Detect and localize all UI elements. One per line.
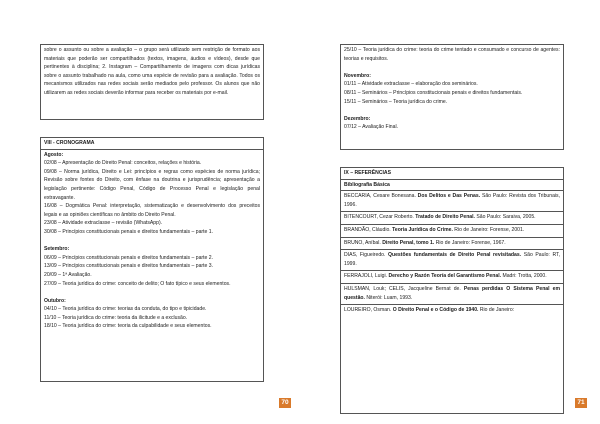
month-heading: Dezembro:	[344, 115, 371, 122]
reference-author: BRANDÃO, Cláudio.	[344, 226, 393, 233]
references-title: IX – REFERÊNCIAS	[341, 168, 563, 180]
reference-entry	[341, 271, 563, 284]
reference-publication: São Paulo: RT, 1999.	[344, 252, 560, 267]
reference-publication: Madri: Trotta, 2000.	[501, 273, 547, 280]
schedule-entry: 13/09 – Princípios constitucionais penais e direitos fundamentais – parte 3.	[44, 263, 214, 270]
schedule-entry: 04/10 – Teoria jurídica do crime: teorias da conduta, do tipo e tipicidade.	[44, 306, 207, 313]
schedule-entry: 18/10 – Teoria jurídica do crime: teoria da culpabilidade e seus elementos.	[44, 323, 212, 330]
reference-entry	[341, 238, 563, 251]
schedule-entry: 23/08 – Atividade extraclasse – revisão (WhatsApp).	[44, 220, 163, 227]
schedule-entry: 30/08 – Princípios constitucionais penais e direitos fundamentais – parte 1.	[44, 228, 214, 235]
reference-title: Teoria Jurídica do Crime.	[392, 226, 453, 233]
month-heading: Setembro:	[44, 246, 70, 253]
reference-title: Direito Penal, tomo 1.	[382, 239, 435, 246]
right-page	[300, 0, 600, 424]
reference-entry	[341, 250, 563, 271]
reference-publication: Rio de Janeiro:	[478, 307, 515, 314]
page-number-left: 70	[279, 398, 291, 408]
spacer	[44, 237, 260, 246]
schedule-entry: 16/08 – Dogmática Penal: interpretação, sistematização e desenvolvimento dos preceitos legais e as opiniões científicas no âmbito do Direito Penal.	[44, 203, 260, 218]
month-heading: Agosto:	[44, 151, 64, 158]
schedule-list	[41, 150, 263, 332]
spacer	[344, 106, 560, 115]
schedule-cont-list	[341, 45, 563, 133]
intro-box	[40, 44, 264, 120]
reference-author: HULSMAN, Louk; CELIS, Jacqueline Bernat de.	[344, 285, 464, 292]
schedule-entry: 11/10 – Teoria jurídica do crime: teoria da ilicitude e a exclusão.	[44, 314, 188, 321]
page-number-right: 71	[575, 398, 587, 408]
schedule-entry: 20/09 – 1ª Avaliação.	[44, 271, 92, 278]
schedule-entry: 15/11 – Seminários – Teoria jurídica do crime.	[344, 98, 448, 105]
schedule-entry: 25/10 – Teoria jurídica do crime: teoria do crime tentado e consumado e concurso de agentes: teorias e requisitos.	[344, 47, 560, 62]
schedule-entry: 07/12 – Avaliação Final.	[344, 124, 398, 131]
schedule-entry: 27/09 – Teoria jurídica do crime: conceito de delito; O fato típico e seus elementos.	[44, 280, 231, 287]
reference-author: BRUNO, Aníbal.	[344, 239, 383, 246]
reference-entry	[341, 212, 563, 225]
schedule-box	[40, 137, 264, 382]
schedule-entry: 09/08 – Norma jurídica, Direito e Lei: princípios e regras como espécies de norma jurídica; Revisão sobre fontes do Direito, com ênfase na doutrina e jurisprudência; apresentação a legislação pertinente: Código Penal, Código de Processo Penal e legislação penal extravagante.	[44, 168, 260, 201]
reference-entry	[341, 284, 563, 305]
schedule-entry: 08/11 – Seminários – Princípios constitucionais penais e direitos fundamentais.	[344, 89, 523, 96]
section-title-cronograma: VIII - CRONOGRAMA	[41, 138, 263, 150]
reference-entry	[341, 225, 563, 238]
schedule-entry: 02/08 – Apresentação do Direito Penal: conceitos, relações e história.	[44, 160, 202, 167]
reference-author: LOUREIRO, Osman.	[344, 307, 393, 314]
spacer	[344, 63, 560, 72]
reference-publication: Rio de Janeiro: Forense, 1967.	[434, 239, 506, 246]
spacer	[44, 288, 260, 297]
reference-author: DIAS, Figueiredo.	[344, 252, 389, 259]
intro-paragraph: sobre o assunto ou sobre a avaliação – o grupo será utilizado sem restrição de formato aos materiais que poderão ser compartilhados (textos, imagens, áudios e vídeos), desde que pertinentes à disciplina; 2. Instagram – Compartilhamento de imagens com dicas jurídicas sobre o assunto trabalhado na aula, como uma espécie de revisão para a avaliação. Todos os mecanismos utilizados nas redes sociais serão mediados pelo professor. Os alunos que não utilizarem as redes sociais deverão informar para receber os materiais por e-mail.	[44, 47, 260, 96]
reference-title: Dos Delitos e Das Penas.	[417, 193, 481, 200]
reference-publication: Rio de Janeiro: Forense, 2001.	[452, 226, 525, 233]
reference-title: Penas perdidas O Sistema Penal em questão.	[344, 285, 561, 301]
month-heading: Novembro:	[344, 72, 371, 79]
schedule-cont-box	[340, 44, 564, 150]
reference-author: BECCARIA, Cesare Bonesana.	[344, 193, 418, 200]
reference-list	[341, 191, 563, 317]
reference-entry	[341, 305, 563, 317]
reference-publication: São Paulo: Saraiva, 2005.	[474, 214, 536, 221]
reference-title: Tratado de Direito Penal.	[415, 214, 475, 221]
schedule-entry: 01/11 – Atividade extraclasse – elaboração dos seminários.	[344, 81, 478, 88]
references-subtitle: Bibliografia Básica	[341, 180, 563, 192]
reference-title: O Direito Penal e o Código de 1940.	[392, 307, 479, 314]
reference-title: Derecho y Razón Teoría del Garantismo Penal.	[388, 273, 502, 280]
month-heading: Outubro:	[44, 297, 66, 304]
reference-title: Questões fundamentais de Direito Penal revisitadas.	[388, 252, 522, 259]
reference-author: BITENCOURT, Cezar Roberto.	[344, 214, 416, 221]
references-box	[340, 167, 564, 414]
reference-entry	[341, 191, 563, 212]
reference-author: FERRAJOLI, Luigi.	[344, 273, 389, 280]
reference-publication: São Paulo: Revista dos Tribunais, 1996.	[344, 193, 560, 208]
reference-publication: Niterói: Luam, 1993.	[364, 294, 413, 301]
schedule-entry: 06/09 – Princípios constitucionais penais e direitos fundamentais – parte 2.	[44, 254, 214, 261]
